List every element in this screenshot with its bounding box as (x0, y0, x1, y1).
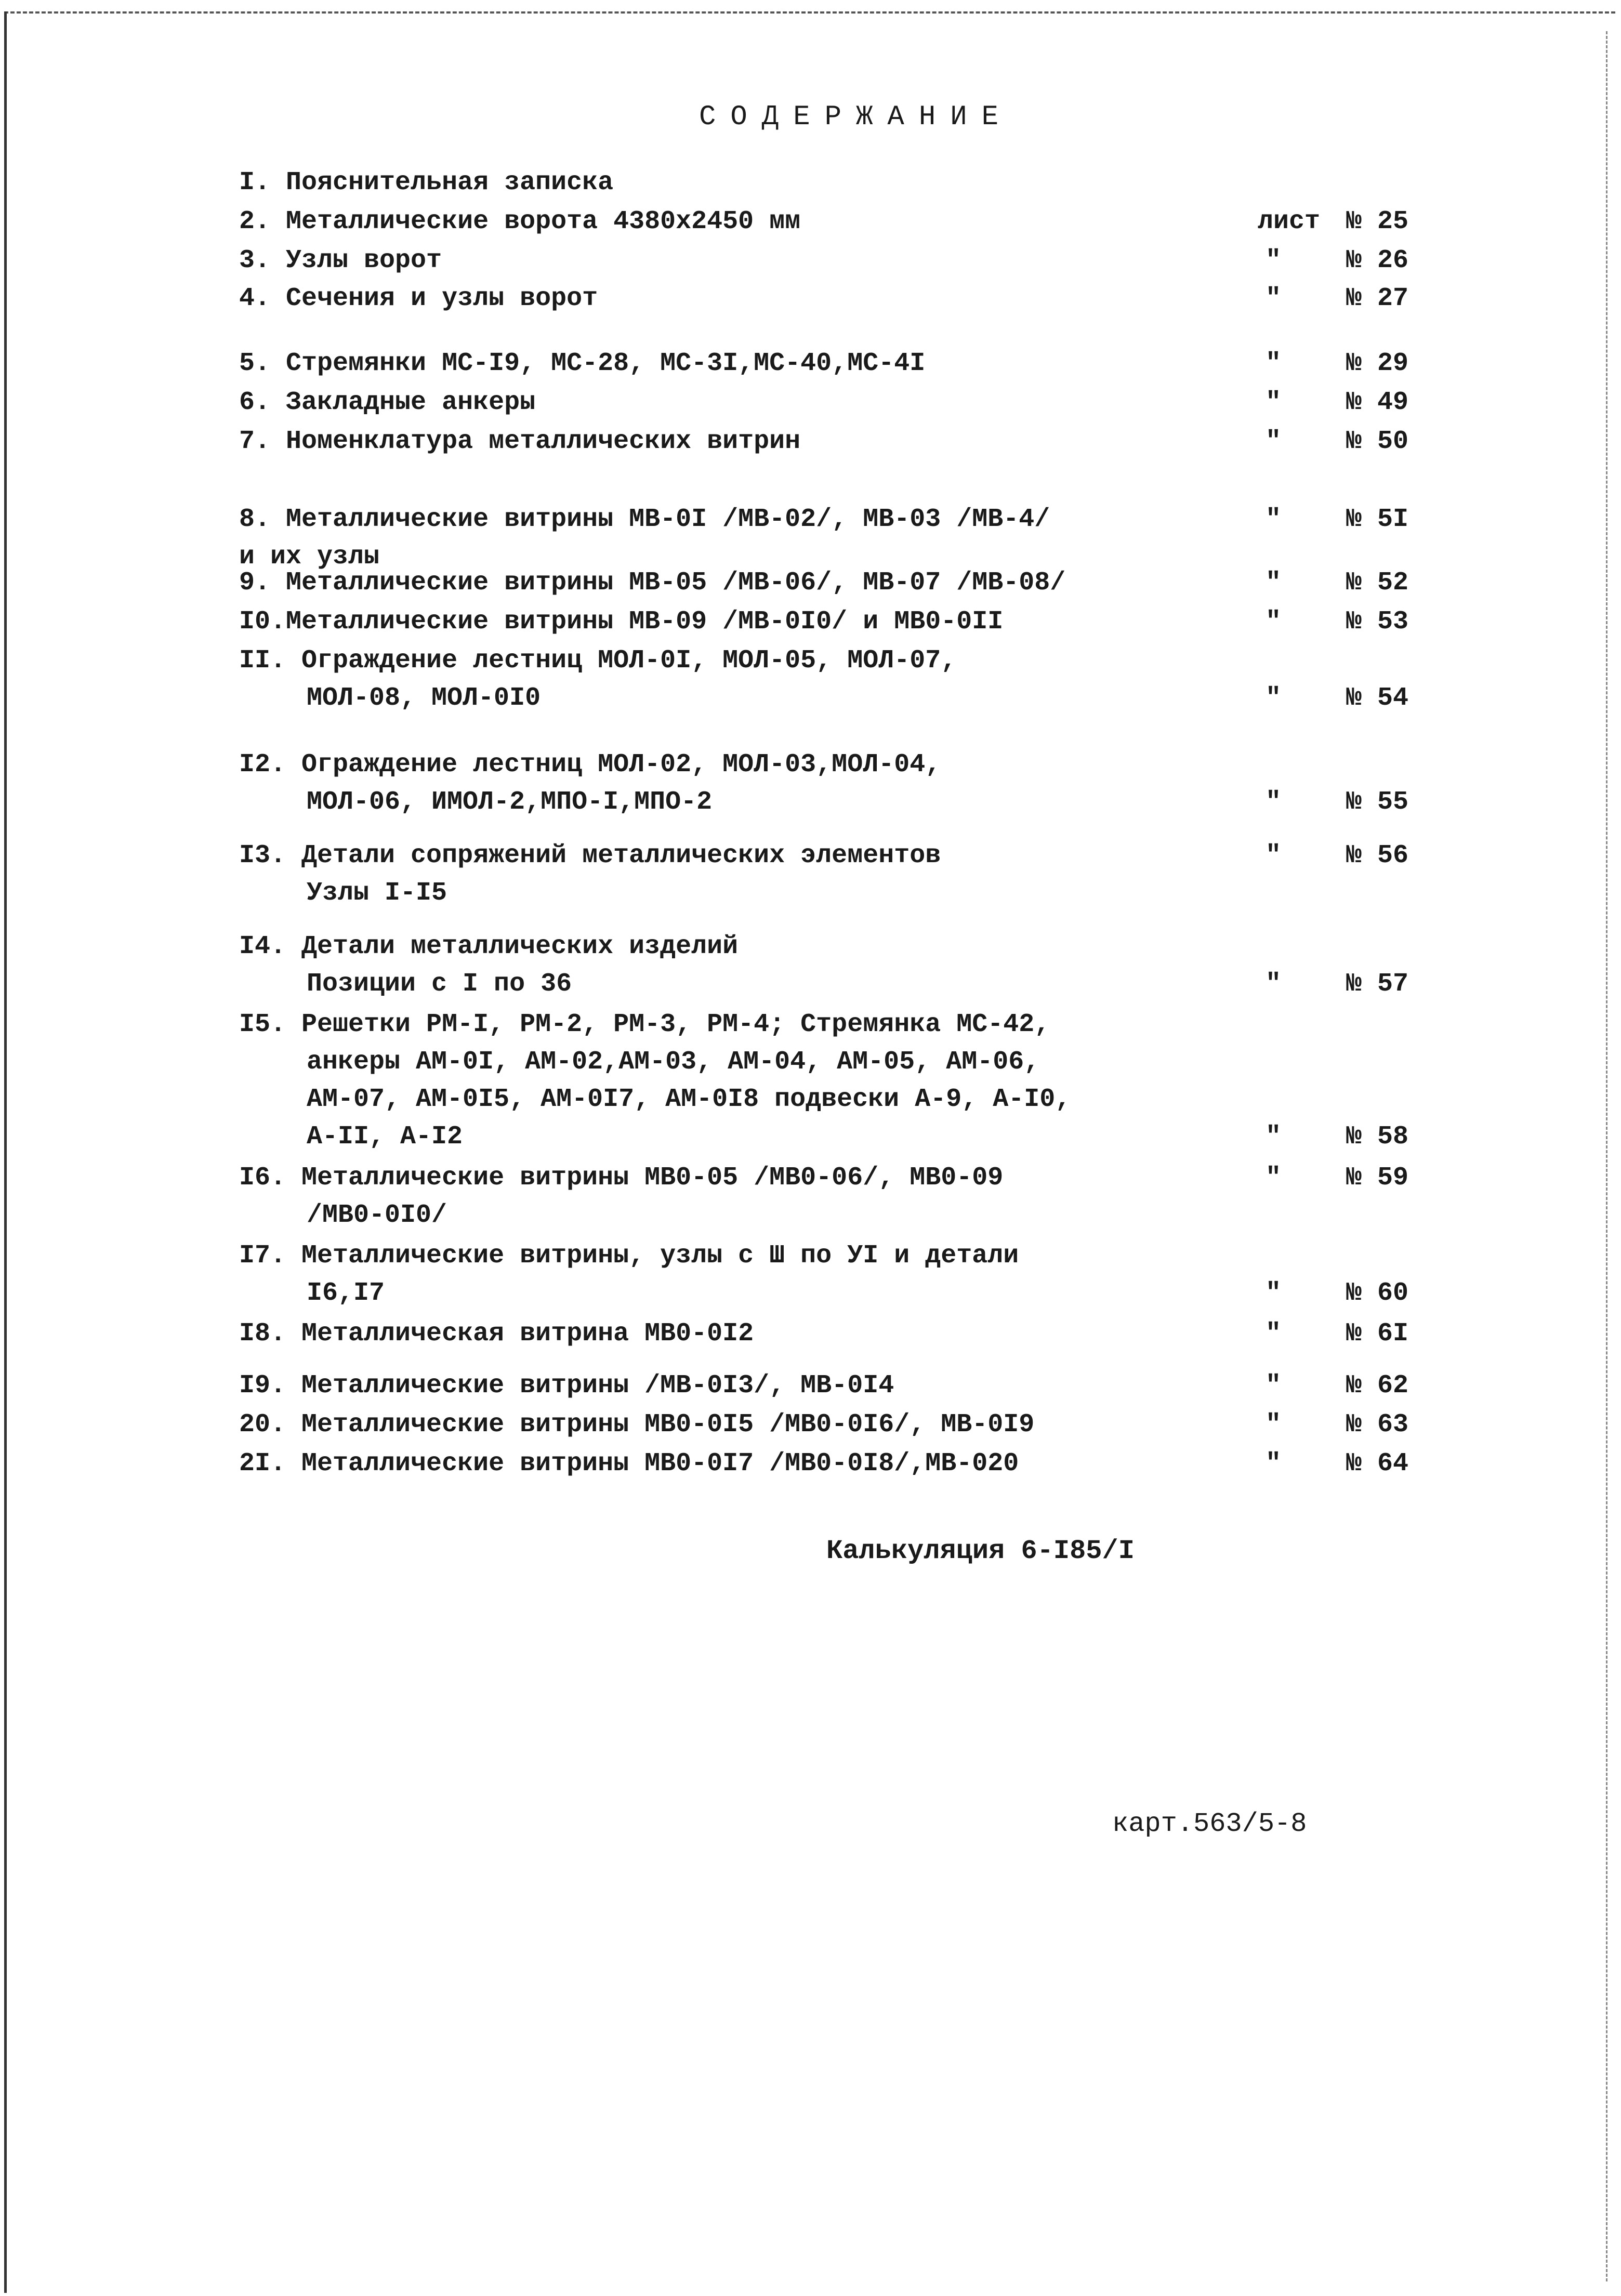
toc-entry-line: 4. Сечения и узлы ворот (239, 284, 598, 313)
toc-entry-sheet-number: № 55 (1346, 787, 1409, 817)
toc-entry-line: I2. Ограждение лестниц МОЛ-02, МОЛ-03,МОЛ-04, (239, 750, 941, 780)
toc-entry-sheet-number: № 6I (1346, 1319, 1409, 1349)
toc-entry-sheet-number: № 60 (1346, 1278, 1409, 1308)
toc-entry-line: АМ-07, АМ-0I5, АМ-0I7, АМ-0I8 подвески А-9, А-I0, (307, 1085, 1071, 1114)
toc-entry-line: 2I. Металлические витрины МВ0-0I7 /МВ0-0I8/,МВ-020 (239, 1449, 1019, 1479)
toc-entry-mark: " (1266, 505, 1282, 534)
toc-entry-line: 7. Номенклатура металлических витрин (239, 427, 801, 456)
toc-entry-line: 5. Стремянки МС-I9, МС-28, МС-3I,МС-40,МС-4I (239, 349, 926, 378)
toc-entry-sheet-number: № 49 (1346, 388, 1409, 417)
toc-entry-sheet-number: № 29 (1346, 349, 1409, 378)
toc-entry-line: I7. Металлические витрины, узлы с Ш по УI и детали (239, 1241, 1019, 1271)
toc-entry-line: Узлы I-I5 (307, 878, 447, 908)
toc-entry-mark: " (1266, 1410, 1282, 1440)
toc-entry-mark: " (1266, 284, 1282, 313)
toc-entry-line: I6,I7 (307, 1278, 385, 1308)
toc-entry-line: I5. Решетки РМ-I, РМ-2, РМ-3, РМ-4; Стремянка МС-42, (239, 1010, 1050, 1039)
toc-entry-sheet-number: № 54 (1346, 683, 1409, 713)
toc-entry-mark: " (1266, 1163, 1282, 1193)
toc-entry-line: II. Ограждение лестниц МОЛ-0I, МОЛ-05, МОЛ-07, (239, 646, 957, 676)
toc-entry-line: 2. Металлические ворота 4380х2450 мм (239, 207, 801, 236)
toc-entry-line: I. Пояснительная записка (239, 168, 614, 197)
toc-entry-mark: " (1266, 1371, 1282, 1401)
toc-entry-sheet-number: № 52 (1346, 568, 1409, 598)
calculation-reference: Калькуляция 6-I85/I (826, 1536, 1135, 1566)
toc-entry-mark: " (1266, 969, 1282, 999)
toc-entry-sheet-number: № 56 (1346, 841, 1409, 870)
toc-entry-sheet-number: № 58 (1346, 1122, 1409, 1152)
page-title: СОДЕРЖАНИЕ (699, 101, 1013, 133)
toc-entry-line: I6. Металлические витрины МВ0-05 /МВ0-06/, МВ0-09 (239, 1163, 1004, 1193)
toc-entry-mark: " (1266, 1319, 1282, 1349)
toc-entry-sheet-number: № 53 (1346, 607, 1409, 637)
toc-entry-line: Позиции с I по 36 (307, 969, 572, 999)
toc-entry-mark: " (1266, 246, 1282, 275)
toc-entry-sheet-number: № 5I (1346, 505, 1409, 534)
toc-entry-mark: " (1266, 841, 1282, 870)
toc-entry-line: и их узлы (239, 542, 380, 572)
toc-entry-mark: " (1266, 1122, 1282, 1152)
card-reference: карт.563/5-8 (1112, 1809, 1307, 1839)
page-border-right (1606, 31, 1607, 2281)
toc-entry-sheet-number: № 57 (1346, 969, 1409, 999)
toc-entry-mark: " (1266, 427, 1282, 456)
toc-entry-line: I3. Детали сопряжений металлических элементов (239, 841, 941, 870)
toc-entry-line: /МВ0-0I0/ (307, 1200, 447, 1230)
toc-entry-mark: " (1266, 1278, 1282, 1308)
toc-entry-line: I8. Металлическая витрина МВ0-0I2 (239, 1319, 754, 1349)
toc-entry-sheet-number: № 26 (1346, 246, 1409, 275)
toc-entry-sheet-number: № 62 (1346, 1371, 1409, 1401)
toc-entry-mark: лист (1258, 207, 1321, 236)
toc-entry-mark: " (1266, 787, 1282, 817)
toc-entry-line: А-II, А-I2 (307, 1122, 463, 1152)
toc-entry-sheet-number: № 59 (1346, 1163, 1409, 1193)
toc-entry-line: 9. Металлические витрины МВ-05 /МВ-06/, МВ-07 /МВ-08/ (239, 568, 1066, 598)
toc-entry-line: МОЛ-08, МОЛ-0I0 (307, 683, 541, 713)
toc-entry-mark: " (1266, 1449, 1282, 1479)
toc-entry-sheet-number: № 27 (1346, 284, 1409, 313)
toc-entry-line: анкеры АМ-0I, АМ-02,АМ-03, АМ-04, АМ-05, АМ-06, (307, 1047, 1040, 1077)
toc-entry-sheet-number: № 25 (1346, 207, 1409, 236)
toc-entry-sheet-number: № 63 (1346, 1410, 1409, 1440)
toc-entry-mark: " (1266, 607, 1282, 637)
toc-entry-mark: " (1266, 568, 1282, 598)
toc-entry-sheet-number: № 50 (1346, 427, 1409, 456)
toc-entry-line: 6. Закладные анкеры (239, 388, 536, 417)
toc-entry-line: МОЛ-06, ИМОЛ-2,МПО-I,МПО-2 (307, 787, 713, 817)
toc-entry-mark: " (1266, 349, 1282, 378)
page-border-left (4, 11, 7, 2293)
toc-entry-sheet-number: № 64 (1346, 1449, 1409, 1479)
toc-entry-line: I9. Металлические витрины /МВ-0I3/, МВ-0I4 (239, 1371, 894, 1401)
page-border-top (4, 11, 1615, 14)
toc-entry-mark: " (1266, 683, 1282, 713)
toc-entry-line: I4. Детали металлических изделий (239, 932, 739, 961)
toc-entry-line: 20. Металлические витрины МВ0-0I5 /МВ0-0I6/, МВ-0I9 (239, 1410, 1035, 1440)
toc-entry-line: 3. Узлы ворот (239, 246, 442, 275)
toc-entry-line: I0.Металлические витрины МВ-09 /МВ-0I0/ и МВ0-0II (239, 607, 1004, 637)
toc-entry-mark: " (1266, 388, 1282, 417)
toc-entry-line: 8. Металлические витрины МВ-0I /МВ-02/, МВ-03 /МВ-4/ (239, 505, 1050, 534)
